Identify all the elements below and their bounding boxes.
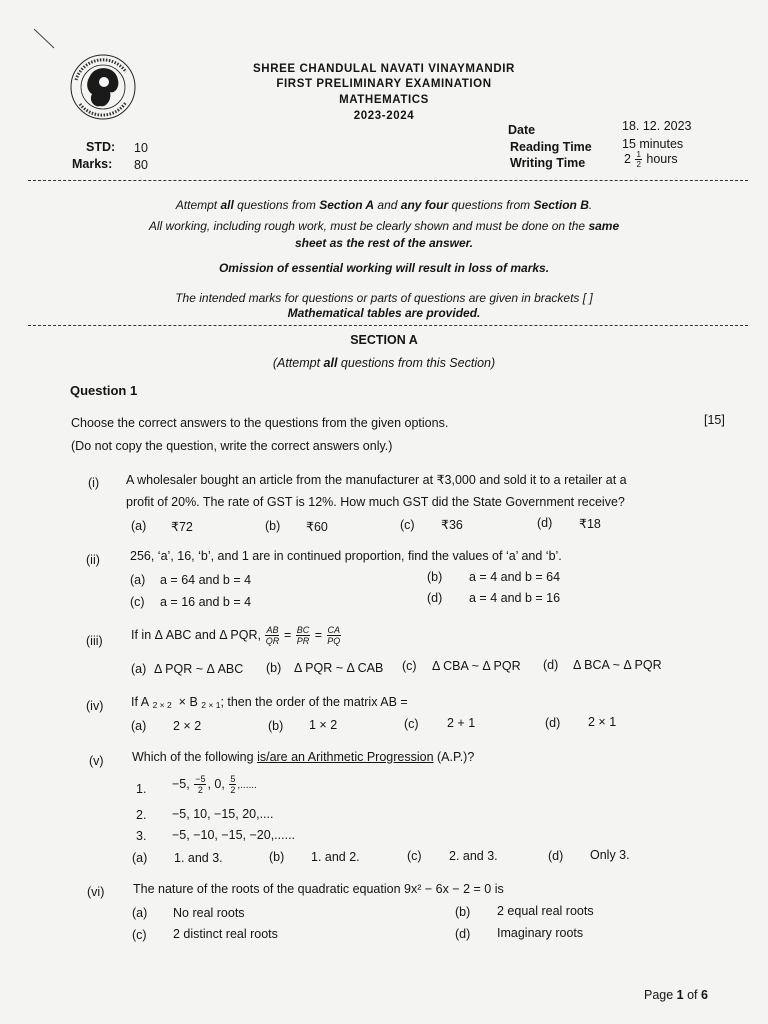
academic-year: 2023-2024 <box>353 110 415 122</box>
divider-top <box>28 180 748 181</box>
instruction-working-2: sheet as the rest of the answer. <box>294 236 474 250</box>
option-label: (c) <box>404 717 419 731</box>
marks-label: Marks: <box>72 157 113 171</box>
option-label: (b) <box>427 570 443 584</box>
reading-time-value: 15 minutes <box>622 137 684 151</box>
option-value: No real roots <box>173 906 245 920</box>
sub-question-text: A wholesaler bought an article from the manufacturer at ₹3,000 and sold it to a retailer at a <box>126 473 627 487</box>
date-label: Date <box>508 123 536 137</box>
option-value: ₹36 <box>441 518 463 532</box>
sub-question-number: (v) <box>89 754 104 768</box>
fraction: $\frac{-5}{2}$ <box>195 774 206 795</box>
sub-question-number: (iv) <box>86 699 104 713</box>
option-label: (a) <box>131 662 147 676</box>
statement-number: 1. <box>136 782 147 796</box>
question-instruction: Choose the correct answers to the questions from the given options. <box>71 416 449 430</box>
instruction-omission: Omission of essential working will result in loss of marks. <box>218 261 550 275</box>
statement-3: −5, −10, −15, −20,...... <box>172 828 296 842</box>
option-value: 1. and 3. <box>174 851 223 865</box>
option-label: (a) <box>130 573 146 587</box>
option-value: a = 64 and b = 4 <box>160 573 252 587</box>
instruction-working: All working, including rough work, must be clearly shown and must be done on the same <box>148 219 620 233</box>
option-label: (d) <box>455 927 471 941</box>
sub-question-text: If in Δ ABC and Δ PQR, $\frac{AB}{QR}$ = $\frac{BC}{PR}$ = $\frac{CA}{PQ}$ <box>131 625 341 646</box>
sub-question-number: (vi) <box>87 885 105 899</box>
option-value: Δ PQR ~ Δ ABC <box>154 662 244 676</box>
reading-time-label: Reading Time <box>510 140 592 154</box>
option-label: (d) <box>548 849 564 863</box>
pen-stroke-mark <box>30 26 60 52</box>
option-value: 2 × 2 <box>173 719 202 733</box>
option-label: (a) <box>132 906 148 920</box>
std-value: 10 <box>134 141 148 155</box>
option-value: Δ PQR ~ Δ CAB <box>294 661 384 675</box>
statement-1: −5, $\frac{-5}{2}$ , 0, $\frac{5}{2}$ ,...... <box>172 774 257 795</box>
question-note: (Do not copy the question, write the correct answers only.) <box>71 439 393 453</box>
writing-time-fraction: $\frac{1}{2}$ <box>636 150 641 169</box>
option-value: a = 4 and b = 64 <box>469 570 561 584</box>
std-label: STD: <box>86 140 116 154</box>
option-label: (d) <box>545 716 561 730</box>
fraction: $\frac{CA}{PQ}$ <box>327 625 341 646</box>
divider-section <box>28 325 748 326</box>
option-label: (b) <box>455 905 471 919</box>
section-title: SECTION A <box>350 333 418 347</box>
option-label: (b) <box>265 519 281 533</box>
option-value: 2 equal real roots <box>497 904 594 918</box>
option-label: (a) <box>131 519 147 533</box>
option-value: 2. and 3. <box>449 849 498 863</box>
option-label: (c) <box>132 928 147 942</box>
option-value: 1. and 2. <box>311 850 360 864</box>
marks-value: 80 <box>134 158 148 172</box>
fraction: $\frac{BC}{PR}$ <box>296 625 310 646</box>
option-value: Imaginary roots <box>497 926 584 940</box>
option-label: (a) <box>132 851 148 865</box>
writing-time-whole: 2 <box>624 151 631 166</box>
option-value: a = 16 and b = 4 <box>160 595 252 609</box>
section-subtitle: (Attempt all questions from this Section) <box>272 356 496 370</box>
option-label: (b) <box>266 661 282 675</box>
option-value: 1 × 2 <box>309 718 338 732</box>
option-value: ₹72 <box>171 520 193 534</box>
option-value: Δ CBA ~ Δ PQR <box>432 659 521 673</box>
sub-question-number: (iii) <box>86 634 103 648</box>
statement-number: 2. <box>136 808 147 822</box>
sub-question-number: (i) <box>88 476 100 490</box>
option-value: 2 + 1 <box>447 716 476 730</box>
option-value: Only 3. <box>590 848 630 862</box>
date-value: 18. 12. 2023 <box>622 119 692 133</box>
sub-question-text: The nature of the roots of the quadratic equation 9x² − 6x − 2 = 0 is <box>133 882 504 896</box>
option-value: 2 distinct real roots <box>173 927 278 941</box>
option-label: (b) <box>269 850 285 864</box>
fraction: $\frac{AB}{QR}$ <box>265 625 280 646</box>
subject-name: MATHEMATICS <box>339 94 429 106</box>
instruction-attempt: Attempt all questions from Section A and any four questions from Section B. <box>175 198 593 212</box>
option-value: ₹60 <box>306 520 328 534</box>
option-label: (c) <box>130 595 145 609</box>
writing-time-unit: hours <box>646 151 678 166</box>
instruction-tables: Mathematical tables are provided. <box>287 306 481 320</box>
option-value: a = 4 and b = 16 <box>469 591 561 605</box>
option-label: (b) <box>268 719 284 733</box>
option-label: (c) <box>402 659 417 673</box>
option-value: Δ BCA ~ Δ PQR <box>573 658 662 672</box>
option-label: (d) <box>543 658 559 672</box>
sub-question-text: Which of the following is/are an Arithmetic Progression (A.P.)? <box>132 750 475 764</box>
fraction: $\frac{5}{2}$ <box>230 774 236 795</box>
option-label: (d) <box>537 516 553 530</box>
instruction-marks: The intended marks for questions or parts of questions are given in brackets [ ] <box>175 291 593 305</box>
option-label: (c) <box>407 849 422 863</box>
question-title: Question 1 <box>70 383 138 398</box>
writing-time-value <box>624 150 678 169</box>
statement-number: 3. <box>136 829 147 843</box>
sub-question-number: (ii) <box>86 553 100 567</box>
option-value: ₹18 <box>579 517 601 531</box>
sub-question-text: profit of 20%. The rate of GST is 12%. How much GST did the State Government receive? <box>126 495 625 509</box>
option-label: (c) <box>400 518 415 532</box>
school-name: SHREE CHANDULAL NAVATI VINAYMANDIR <box>253 63 515 75</box>
option-label: (a) <box>131 719 147 733</box>
page-number: Page 1 of 6 <box>644 988 708 1002</box>
statement-2: −5, 10, −15, 20,.... <box>172 807 274 821</box>
sub-question-text: 256, ‘a’, 16, ‘b’, and 1 are in continued proportion, find the values of ‘a’ and ‘b’. <box>130 549 562 563</box>
option-value: 2 × 1 <box>588 715 617 729</box>
exam-name: FIRST PRELIMINARY EXAMINATION <box>276 78 492 90</box>
sub-question-text: If A $_{2 \times 2}$ × B $_{2 \times 1}$; then the order of the matrix AB = <box>131 695 408 710</box>
option-label: (d) <box>427 591 443 605</box>
writing-time-label: Writing Time <box>510 156 586 170</box>
question-marks: [15] <box>704 413 725 427</box>
